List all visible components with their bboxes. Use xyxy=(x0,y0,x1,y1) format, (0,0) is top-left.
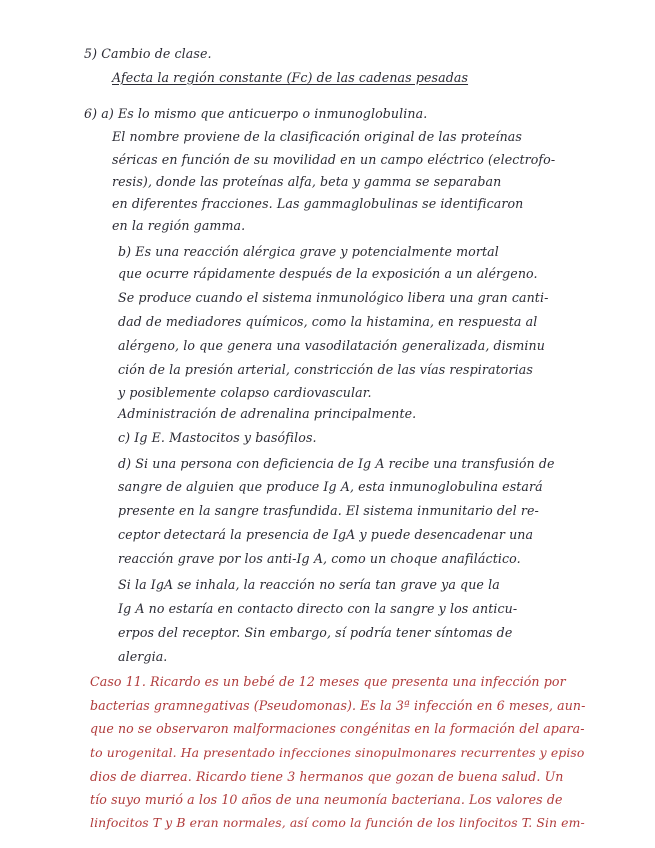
section-6b-line-7: y posiblemente colapso cardiovascular. xyxy=(118,385,372,400)
case-11-line-2: bacterias gramnegativas (Pseudomonas). Es la 3ª infección en 6 meses, aun- xyxy=(90,698,586,713)
section-6d-line-4: ceptor detectará la presencia de IgA y puede desencadenar una xyxy=(118,527,534,542)
notebook-page xyxy=(65,0,590,848)
section-6b-line-1: b) Es una reacción alérgica grave y potencialmente mortal xyxy=(118,244,499,259)
case-11-line-6: tío suyo murió a los 10 años de una neumonía bacteriana. Los valores de xyxy=(90,792,563,807)
section-6b-line-4: dad de mediadores químicos, como la histamina, en respuesta al xyxy=(118,314,538,329)
case-11-line-5: dios de diarrea. Ricardo tiene 3 hermanos que gozan de buena salud. Un xyxy=(90,769,564,784)
section-6a-line-6: en la región gamma. xyxy=(112,218,246,233)
section-6b-line-5: alérgeno, lo que genera una vasodilatación generalizada, disminu xyxy=(118,338,545,353)
case-11-line-7: linfocitos T y B eran normales, así como la función de los linfocitos T. Sin em- xyxy=(90,815,585,830)
section-5-answer: Afecta la región constante (Fc) de las cadenas pesadas xyxy=(112,70,469,85)
section-6b-line-2: que ocurre rápidamente después de la exposición a un alérgeno. xyxy=(118,266,538,281)
section-6d-line-6: Si la IgA se inhala, la reacción no sería tan grave ya que la xyxy=(118,577,500,592)
section-6b-line-3: Se produce cuando el sistema inmunológico libera una gran canti- xyxy=(118,290,549,305)
section-5-title: 5) Cambio de clase. xyxy=(84,46,212,61)
section-6d-line-5: reacción grave por los anti-Ig A, como un choque anafiláctico. xyxy=(118,551,521,566)
section-6d-line-2: sangre de alguien que produce Ig A, esta inmunoglobulina estará xyxy=(118,479,543,494)
section-6a-line-5: en diferentes fracciones. Las gammaglobulinas se identificaron xyxy=(112,196,524,211)
section-6d-line-8: erpos del receptor. Sin embargo, sí podría tener síntomas de xyxy=(118,625,513,640)
section-6b-line-8: Administración de adrenalina principalmente. xyxy=(118,406,417,421)
section-6d-line-1: d) Si una persona con deficiencia de Ig A recibe una transfusión de xyxy=(118,456,555,471)
section-6c-line-1: c) Ig E. Mastocitos y basófilos. xyxy=(118,430,317,445)
case-11-line-4: to urogenital. Ha presentado infecciones sinopulmonares recurrentes y episo xyxy=(90,745,585,760)
section-6d-line-9: alergia. xyxy=(118,649,168,664)
section-6a-line-1: 6) a) Es lo mismo que anticuerpo o inmunoglobulina. xyxy=(84,106,428,121)
section-6a-line-3: séricas en función de su movilidad en un campo eléctrico (electrofo- xyxy=(112,152,556,167)
section-6d-line-7: Ig A no estaría en contacto directo con la sangre y los anticu- xyxy=(118,601,518,616)
case-11-line-1: Caso 11. Ricardo es un bebé de 12 meses que presenta una infección por xyxy=(90,674,566,689)
section-6a-line-4: resis), donde las proteínas alfa, beta y gamma se separaban xyxy=(112,174,502,189)
section-6b-line-6: ción de la presión arterial, constricción de las vías respiratorias xyxy=(118,362,533,377)
section-6a-line-2: El nombre proviene de la clasificación original de las proteínas xyxy=(112,129,522,144)
section-6d-line-3: presente en la sangre trasfundida. El sistema inmunitario del re- xyxy=(118,503,539,518)
case-11-line-3: que no se observaron malformaciones congénitas en la formación del apara- xyxy=(90,721,585,736)
